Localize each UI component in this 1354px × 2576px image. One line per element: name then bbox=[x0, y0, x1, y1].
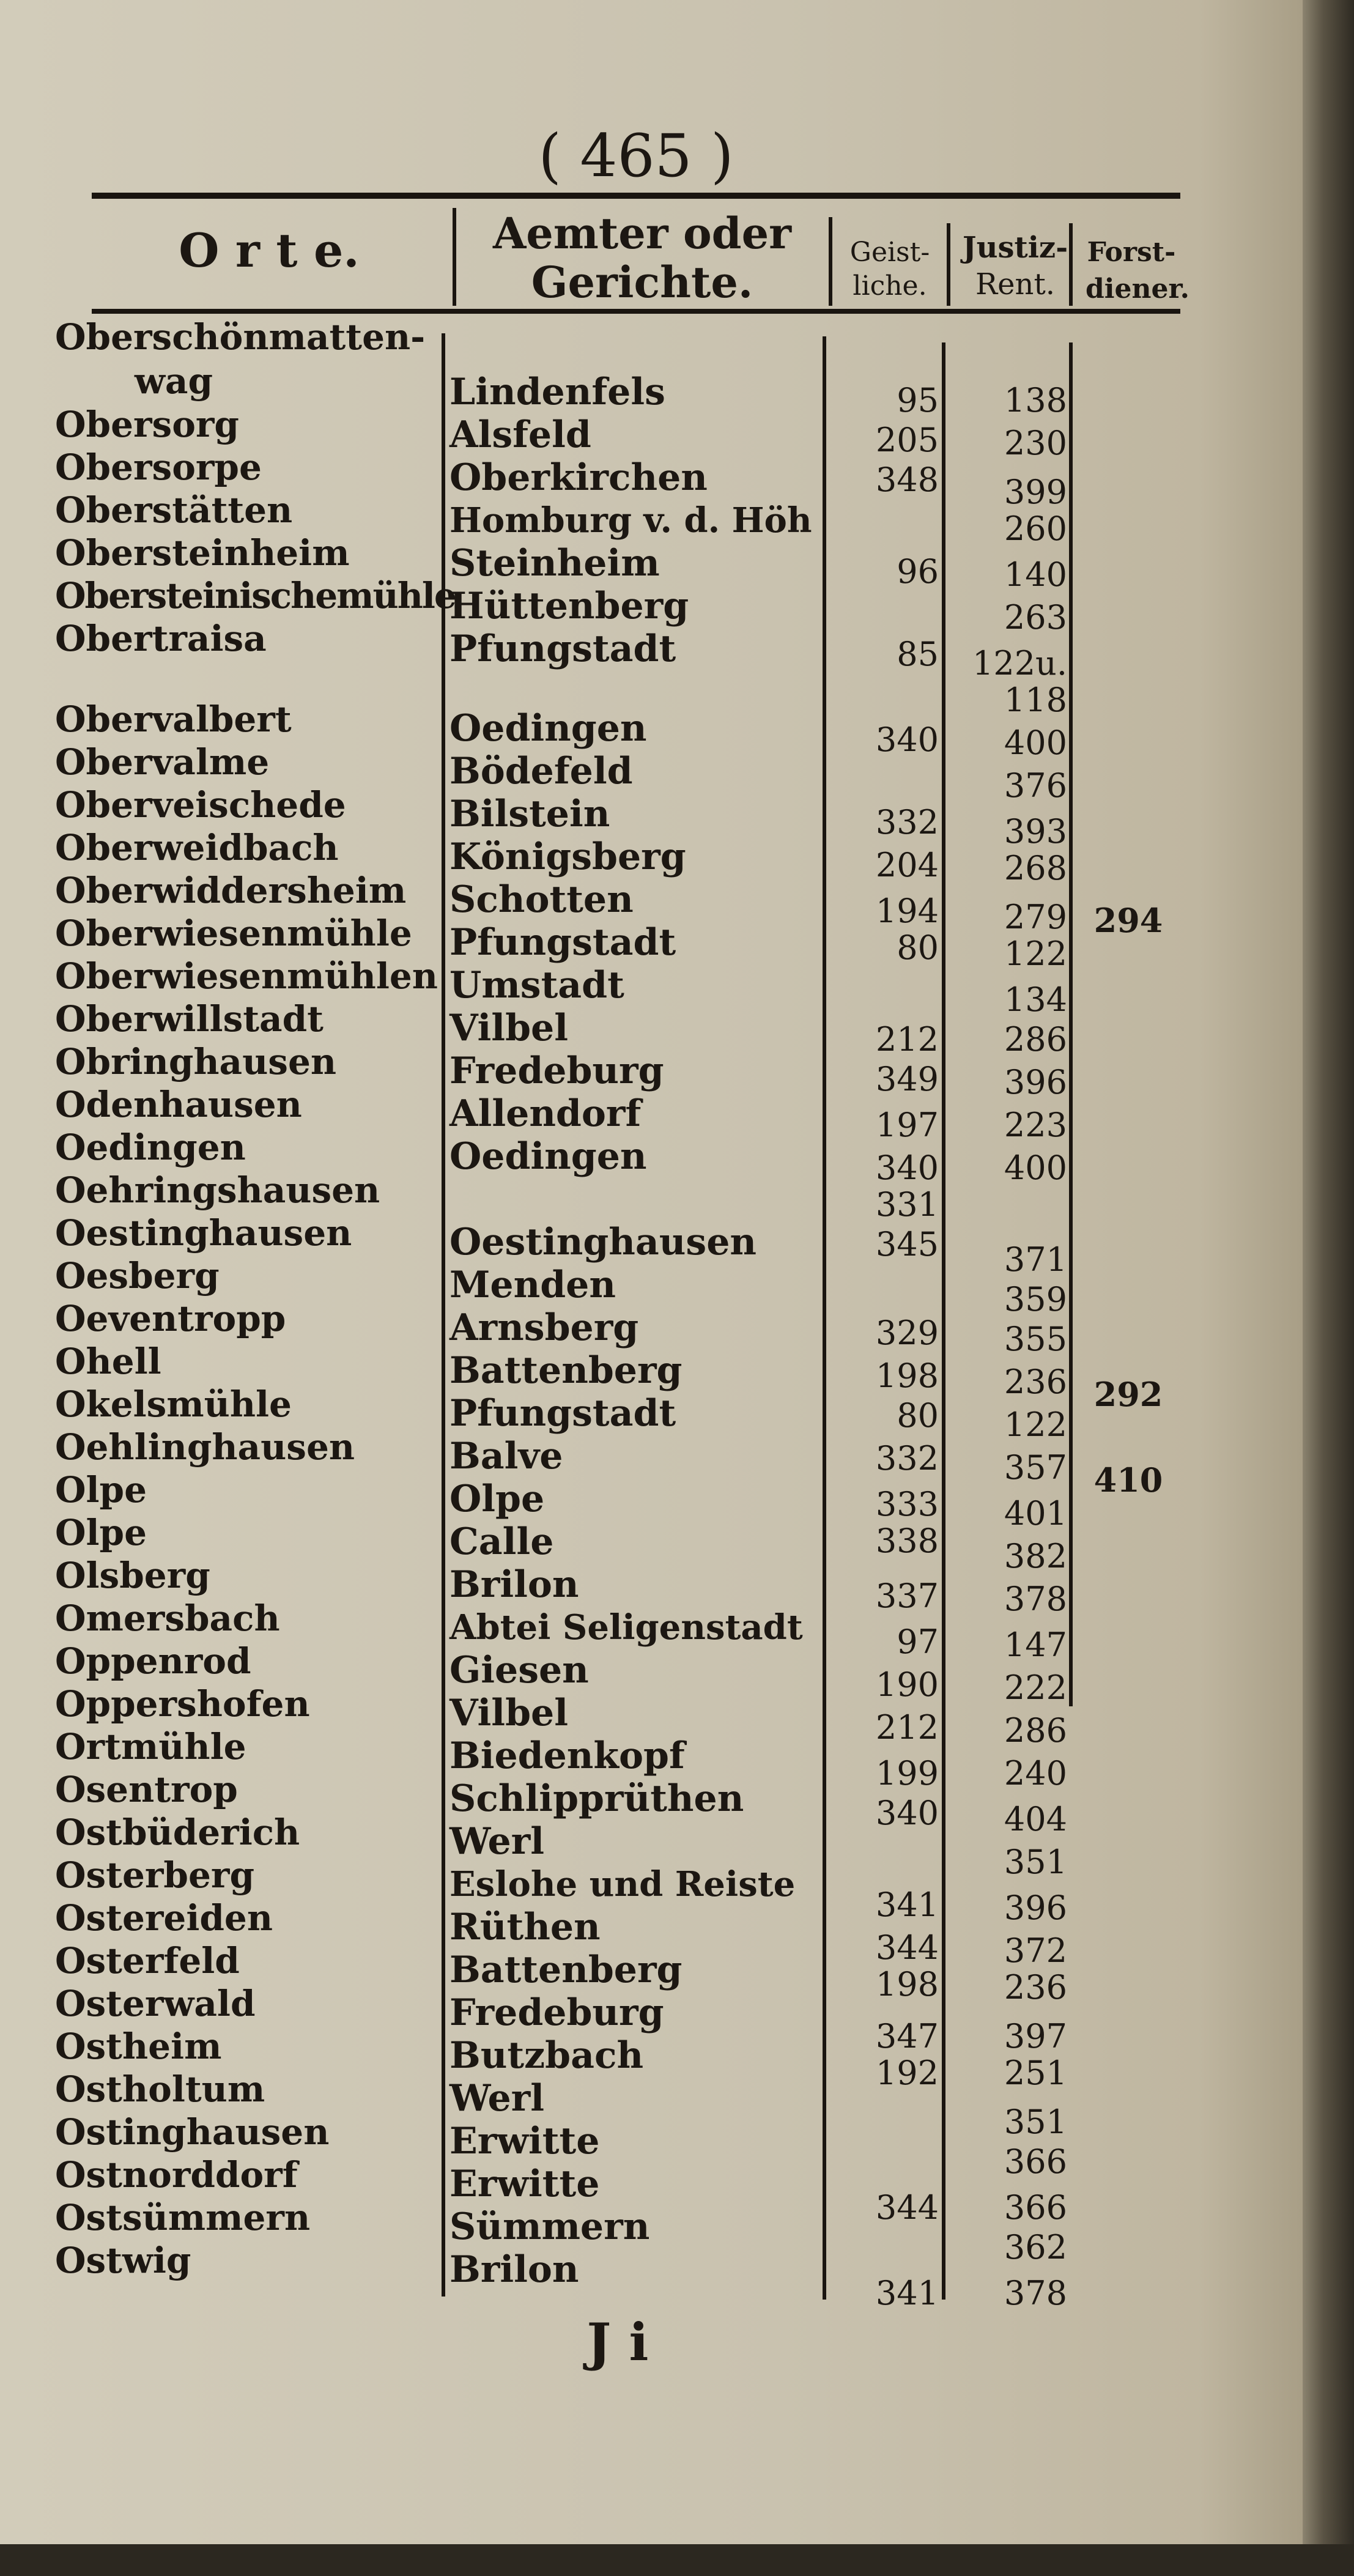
place-name: Obersorg bbox=[55, 404, 239, 445]
header-justiz-line1: Justiz- bbox=[962, 231, 1068, 265]
place-name: Oberwiesenmühlen bbox=[55, 955, 438, 997]
office-name: Schlipprüthen bbox=[449, 1777, 744, 1820]
office-name: Biedenkopf bbox=[449, 1734, 685, 1777]
office-name: Eslohe und Reiste bbox=[449, 1864, 796, 1904]
justiz-value: 222 bbox=[1004, 1668, 1067, 1707]
office-name: Allendorf bbox=[449, 1092, 642, 1135]
place-name: Ohell bbox=[55, 1341, 161, 1382]
geist-value: 340 bbox=[875, 1149, 939, 1187]
geist-value: 333 bbox=[875, 1485, 939, 1523]
geist-value: 204 bbox=[875, 846, 939, 884]
geist-value: 197 bbox=[875, 1106, 939, 1144]
office-name: Werl bbox=[449, 1820, 545, 1863]
office-name: Erwitte bbox=[449, 2120, 600, 2163]
justiz-value: 404 bbox=[1004, 1800, 1067, 1838]
justiz-value: 147 bbox=[1004, 1626, 1067, 1664]
office-name: Umstadt bbox=[449, 964, 624, 1007]
geist-value: 341 bbox=[875, 1886, 939, 1924]
geist-value: 345 bbox=[875, 1225, 939, 1264]
justiz-value: 400 bbox=[1004, 1149, 1067, 1187]
justiz-value: 251 bbox=[1004, 2054, 1067, 2092]
justiz-value: 382 bbox=[1004, 1537, 1067, 1575]
justiz-value: 362 bbox=[1004, 2228, 1067, 2267]
office-name: Arnsberg bbox=[449, 1306, 639, 1349]
geist-value: 344 bbox=[875, 2188, 939, 2227]
page-bottom-edge bbox=[0, 2544, 1354, 2576]
office-name: Lindenfels bbox=[449, 371, 665, 413]
place-name: Ostereiden bbox=[55, 1897, 273, 1939]
justiz-value: 400 bbox=[1004, 724, 1067, 762]
header-divider-3 bbox=[947, 223, 950, 306]
justiz-value: 378 bbox=[1004, 1580, 1067, 1618]
geist-value: 198 bbox=[875, 1965, 939, 2004]
book-spine bbox=[1303, 0, 1354, 2576]
geist-value: 332 bbox=[875, 1439, 939, 1478]
office-name: Schotten bbox=[449, 878, 634, 921]
office-name: Alsfeld bbox=[449, 413, 591, 456]
justiz-value: 397 bbox=[1004, 2017, 1067, 2056]
geist-value: 338 bbox=[875, 1522, 939, 1560]
place-name: Odenhausen bbox=[55, 1084, 302, 1125]
office-name: Vilbel bbox=[449, 1692, 569, 1734]
place-name: Omersbach bbox=[55, 1597, 280, 1639]
geist-value: 85 bbox=[897, 635, 939, 673]
office-name: Battenberg bbox=[449, 1349, 683, 1392]
justiz-value: 138 bbox=[1004, 381, 1067, 420]
office-name: Werl bbox=[449, 2077, 545, 2120]
place-name: Osterwald bbox=[55, 1983, 256, 2024]
justiz-value: 401 bbox=[1004, 1494, 1067, 1533]
justiz-value: 359 bbox=[1004, 1280, 1067, 1319]
justiz-value: 223 bbox=[1004, 1106, 1067, 1144]
header-geist-line2: liche. bbox=[853, 270, 927, 302]
office-name: Brilon bbox=[449, 2248, 579, 2291]
place-name: Ortmühle bbox=[55, 1726, 246, 1767]
office-name: Königsberg bbox=[449, 835, 686, 878]
place-name: Oppenrod bbox=[55, 1640, 251, 1682]
place-name: Oedingen bbox=[55, 1127, 246, 1168]
place-name: Ostwig bbox=[55, 2240, 191, 2281]
geist-value: 344 bbox=[875, 1928, 939, 1967]
justiz-value: 393 bbox=[1004, 812, 1067, 851]
justiz-value: 376 bbox=[1004, 766, 1067, 805]
office-name: Bilstein bbox=[449, 793, 610, 835]
office-name: Oedingen bbox=[449, 1135, 647, 1178]
place-name: Oberwillstadt bbox=[55, 998, 324, 1040]
geist-value: 349 bbox=[875, 1060, 939, 1098]
justiz-value: 140 bbox=[1004, 555, 1067, 594]
geist-value: 198 bbox=[875, 1356, 939, 1395]
office-name: Steinheim bbox=[449, 542, 660, 585]
place-name: Oberweidbach bbox=[55, 827, 339, 868]
place-name: Ostnorddorf bbox=[55, 2154, 298, 2196]
place-name: Oberwiesenmühle bbox=[55, 912, 412, 954]
justiz-value: 118 bbox=[1004, 681, 1067, 719]
geist-value: 341 bbox=[875, 2274, 939, 2312]
header-geist-line1: Geist- bbox=[849, 237, 930, 268]
header-top-rule bbox=[92, 193, 1180, 199]
office-name: Giesen bbox=[449, 1649, 589, 1692]
geist-value: 80 bbox=[897, 1396, 939, 1435]
place-name: Oberschönmatten- bbox=[55, 316, 426, 358]
place-name: Oberstätten bbox=[55, 489, 293, 531]
office-name: Oestinghausen bbox=[449, 1221, 757, 1264]
geist-value: 337 bbox=[875, 1577, 939, 1615]
justiz-value: 122 bbox=[1004, 935, 1067, 973]
office-name: Calle bbox=[449, 1520, 554, 1563]
office-name: Fredeburg bbox=[449, 1991, 664, 2034]
place-name: Ostinghausen bbox=[55, 2111, 330, 2153]
office-name: Fredeburg bbox=[449, 1049, 664, 1092]
geist-value: 212 bbox=[875, 1020, 939, 1059]
office-name: Balve bbox=[449, 1435, 563, 1478]
justiz-value: 240 bbox=[1004, 1754, 1067, 1793]
place-name: Ostheim bbox=[55, 2026, 222, 2067]
justiz-value: 268 bbox=[1004, 849, 1067, 887]
justiz-value: 122u. bbox=[972, 644, 1067, 683]
geist-value: 347 bbox=[875, 2017, 939, 2056]
place-name: Olpe bbox=[55, 1469, 147, 1511]
place-name: Oberveischede bbox=[55, 784, 346, 826]
office-name: Oberkirchen bbox=[449, 456, 708, 499]
header-divider-4 bbox=[1069, 223, 1073, 306]
geist-value: 96 bbox=[897, 552, 939, 591]
forst-value: 410 bbox=[1093, 1460, 1163, 1500]
geist-value: 332 bbox=[875, 803, 939, 842]
column-divider-justiz bbox=[1069, 342, 1073, 1706]
justiz-value: 351 bbox=[1004, 1843, 1067, 1881]
geist-value: 340 bbox=[875, 1794, 939, 1832]
justiz-value: 366 bbox=[1004, 2188, 1067, 2227]
place-name: Obervalme bbox=[55, 741, 270, 783]
header-forst-line1: Forst- bbox=[1087, 237, 1176, 268]
office-name: Erwitte bbox=[449, 2163, 600, 2205]
office-name: Homburg v. d. Höh bbox=[449, 500, 812, 541]
justiz-value: 371 bbox=[1004, 1240, 1067, 1279]
geist-value: 97 bbox=[897, 1623, 939, 1661]
geist-value: 194 bbox=[875, 892, 939, 930]
place-name: Obersteinheim bbox=[55, 532, 350, 574]
place-name: Ostsümmern bbox=[55, 2197, 311, 2238]
geist-value: 192 bbox=[875, 2054, 939, 2092]
geist-value: 348 bbox=[875, 461, 939, 499]
office-name: Olpe bbox=[449, 1478, 545, 1520]
place-name: Ostholtum bbox=[55, 2068, 265, 2110]
justiz-value: 357 bbox=[1004, 1448, 1067, 1487]
geist-value: 212 bbox=[875, 1708, 939, 1747]
office-name: Rüthen bbox=[449, 1906, 601, 1949]
office-name: Oedingen bbox=[449, 707, 647, 750]
geist-value: 190 bbox=[875, 1665, 939, 1704]
place-name: Obringhausen bbox=[55, 1041, 337, 1083]
place-name: Obertraisa bbox=[55, 618, 267, 659]
place-name: Osterfeld bbox=[55, 1940, 240, 1982]
justiz-value: 286 bbox=[1004, 1711, 1067, 1750]
office-name: Brilon bbox=[449, 1563, 579, 1606]
place-name: Osentrop bbox=[55, 1769, 238, 1810]
office-name: Pfungstadt bbox=[449, 921, 676, 964]
geist-value: 95 bbox=[897, 381, 939, 420]
justiz-value: 134 bbox=[1004, 980, 1067, 1019]
page-number: ( 465 ) bbox=[538, 122, 734, 190]
geist-value: 329 bbox=[875, 1314, 939, 1352]
justiz-value: 396 bbox=[1004, 1063, 1067, 1101]
place-name: Olpe bbox=[55, 1512, 147, 1553]
office-name: Sümmern bbox=[449, 2205, 650, 2248]
place-name: Obervalbert bbox=[55, 698, 292, 740]
office-name: Vilbel bbox=[449, 1007, 569, 1049]
office-name: Menden bbox=[449, 1264, 616, 1306]
justiz-value: 286 bbox=[1004, 1020, 1067, 1059]
geist-value: 80 bbox=[897, 928, 939, 967]
forst-value: 292 bbox=[1093, 1375, 1163, 1414]
column-divider-geist bbox=[942, 342, 945, 2300]
place-name: Ostbüderich bbox=[55, 1812, 300, 1853]
geist-value: 199 bbox=[875, 1754, 939, 1793]
place-name: Obersorpe bbox=[55, 446, 262, 488]
place-name: Oehringshausen bbox=[55, 1169, 380, 1211]
office-name: Butzbach bbox=[449, 2034, 644, 2077]
place-name: Oberwiddersheim bbox=[55, 870, 407, 911]
office-name: Battenberg bbox=[449, 1949, 683, 1991]
geist-value: 205 bbox=[875, 421, 939, 459]
place-name: Oesberg bbox=[55, 1255, 220, 1297]
header-bottom-rule bbox=[92, 309, 1180, 314]
justiz-value: 279 bbox=[1004, 898, 1067, 936]
justiz-value: 263 bbox=[1004, 598, 1067, 637]
justiz-value: 122 bbox=[1004, 1405, 1067, 1444]
place-name: Okelsmühle bbox=[55, 1383, 292, 1425]
place-name: wag bbox=[135, 360, 213, 402]
place-name: Olsberg bbox=[55, 1555, 210, 1596]
place-name: Oehlinghausen bbox=[55, 1426, 355, 1468]
office-name: Pfungstadt bbox=[449, 1392, 676, 1435]
justiz-value: 260 bbox=[1004, 509, 1067, 548]
place-name: Oppershofen bbox=[55, 1683, 310, 1725]
office-name: Abtei Seligenstadt bbox=[449, 1607, 803, 1648]
header-aemter-line2: Gerichte. bbox=[531, 257, 753, 308]
office-name: Bödefeld bbox=[449, 750, 633, 793]
geist-value: 331 bbox=[875, 1185, 939, 1224]
justiz-value: 351 bbox=[1004, 2103, 1067, 2141]
place-name: Obersteinischemühle bbox=[55, 575, 456, 616]
header-forst-line2: diener. bbox=[1086, 273, 1189, 305]
justiz-value: 230 bbox=[1004, 424, 1067, 462]
header-orte: O r t e. bbox=[179, 223, 360, 278]
place-name: Oeventropp bbox=[55, 1298, 286, 1339]
header-divider-2 bbox=[829, 217, 832, 306]
forst-value: 294 bbox=[1093, 901, 1163, 940]
header-aemter-line1: Aemter oder bbox=[492, 208, 792, 259]
header-divider-1 bbox=[453, 208, 456, 306]
justiz-value: 372 bbox=[1004, 1931, 1067, 1970]
geist-value: 340 bbox=[875, 720, 939, 759]
place-name: Oestinghausen bbox=[55, 1212, 352, 1254]
place-name: Osterberg bbox=[55, 1854, 254, 1896]
justiz-value: 378 bbox=[1004, 2274, 1067, 2312]
justiz-value: 396 bbox=[1004, 1889, 1067, 1927]
justiz-value: 236 bbox=[1004, 1363, 1067, 1401]
office-name: Hüttenberg bbox=[449, 585, 689, 627]
header-justiz-line2: Rent. bbox=[975, 267, 1055, 302]
signature-mark: J i bbox=[586, 2312, 649, 2372]
office-name: Pfungstadt bbox=[449, 627, 676, 670]
justiz-value: 366 bbox=[1004, 2142, 1067, 2181]
justiz-value: 399 bbox=[1004, 473, 1067, 511]
justiz-value: 236 bbox=[1004, 1968, 1067, 2007]
justiz-value: 355 bbox=[1004, 1320, 1067, 1358]
